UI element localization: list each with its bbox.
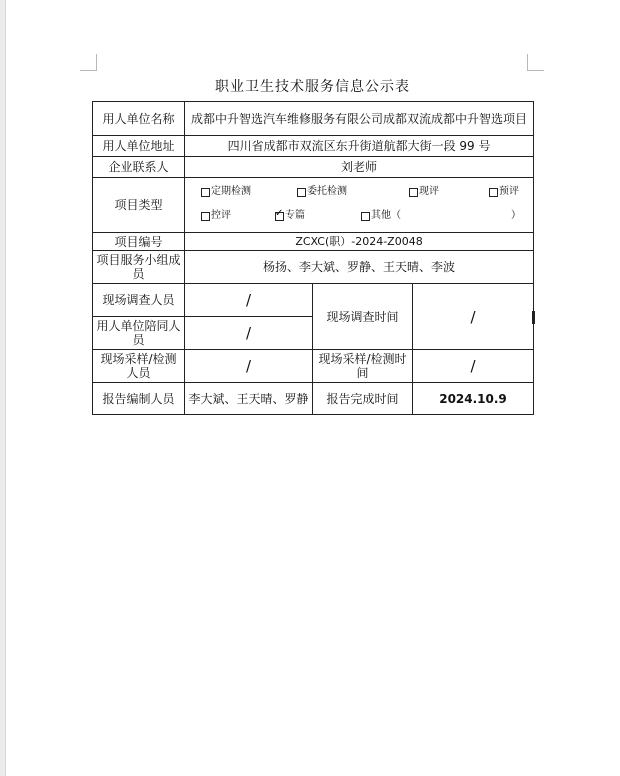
option-status-evaluation[interactable]: [409, 185, 439, 199]
survey-staff-label: 现场调查人员: [93, 284, 185, 317]
sampling-staff-value: /: [185, 350, 313, 383]
report-time-label: 报告完成时间: [313, 383, 413, 415]
contact-value: 刘老师: [185, 157, 534, 178]
text-cursor-mark: [532, 311, 535, 324]
checkbox-icon[interactable]: [409, 188, 418, 197]
crop-mark-top-left: [80, 54, 97, 71]
report-time-value: 2024.10.9: [413, 383, 534, 415]
row-sampling: [93, 350, 534, 383]
employer-name-value: 成都中升智选汽车维修服务有限公司成都双流成都中升智选项目: [185, 102, 534, 136]
project-type-label: 项目类型: [93, 178, 185, 233]
sampling-time-label: 现场采样/检测时间: [313, 350, 413, 383]
row-survey-staff: [93, 284, 534, 317]
survey-staff-value: /: [185, 284, 313, 317]
contact-label: 企业联系人: [93, 157, 185, 178]
option-label: 定期检测: [211, 186, 251, 197]
sampling-time-value: /: [413, 350, 534, 383]
option-other-close-paren: ）: [511, 210, 521, 221]
report-staff-label: 报告编制人员: [93, 383, 185, 415]
project-no-label: 项目编号: [93, 233, 185, 251]
row-contact: [93, 157, 534, 178]
option-label: 专篇: [285, 210, 305, 221]
row-employer-address: [93, 136, 534, 157]
sampling-staff-label: 现场采样/检测人员: [93, 350, 185, 383]
option-other[interactable]: [361, 209, 401, 223]
option-control-evaluation[interactable]: [201, 209, 231, 223]
team-label: 项目服务小组成员: [93, 251, 185, 284]
row-project-type: [93, 178, 534, 233]
report-staff-value: 李大斌、王天晴、罗静: [185, 383, 313, 415]
project-no-value: ZCXC(职）-2024-Z0048: [185, 233, 534, 251]
option-label: 预评: [499, 186, 519, 197]
survey-time-value: /: [413, 284, 534, 350]
employer-address-label: 用人单位地址: [93, 136, 185, 157]
checkbox-icon[interactable]: [361, 212, 370, 221]
checkbox-icon[interactable]: [201, 188, 210, 197]
checkbox-icon[interactable]: [489, 188, 498, 197]
option-pre-evaluation[interactable]: [489, 185, 519, 199]
option-commissioned-test[interactable]: [297, 185, 347, 199]
employer-name-label: 用人单位名称: [93, 102, 185, 136]
checkbox-icon[interactable]: [201, 212, 210, 221]
page-left-edge: [0, 0, 6, 776]
row-employer-name: [93, 102, 534, 136]
project-type-options: [185, 178, 534, 233]
row-report: [93, 383, 534, 415]
row-project-no: [93, 233, 534, 251]
survey-time-label: 现场调查时间: [313, 284, 413, 350]
checkbox-icon[interactable]: [297, 188, 306, 197]
employer-address-value: 四川省成都市双流区东升街道航都大街一段 99 号: [185, 136, 534, 157]
info-table: [92, 101, 534, 415]
checkbox-checked-icon[interactable]: [275, 212, 284, 221]
option-label: 其他（: [371, 210, 401, 221]
crop-mark-top-right: [527, 54, 544, 71]
option-special-chapter[interactable]: [275, 209, 305, 223]
row-team: [93, 251, 534, 284]
option-label: 控评: [211, 210, 231, 221]
option-periodic-test[interactable]: [201, 185, 251, 199]
employer-escort-label: 用人单位陪同人员: [93, 317, 185, 350]
option-label: 现评: [419, 186, 439, 197]
document-title: 职业卫生技术服务信息公示表: [215, 79, 410, 95]
option-label: 委托检测: [307, 186, 347, 197]
team-value: 杨扬、李大斌、罗静、王天晴、李波: [185, 251, 534, 284]
employer-escort-value: /: [185, 317, 313, 350]
